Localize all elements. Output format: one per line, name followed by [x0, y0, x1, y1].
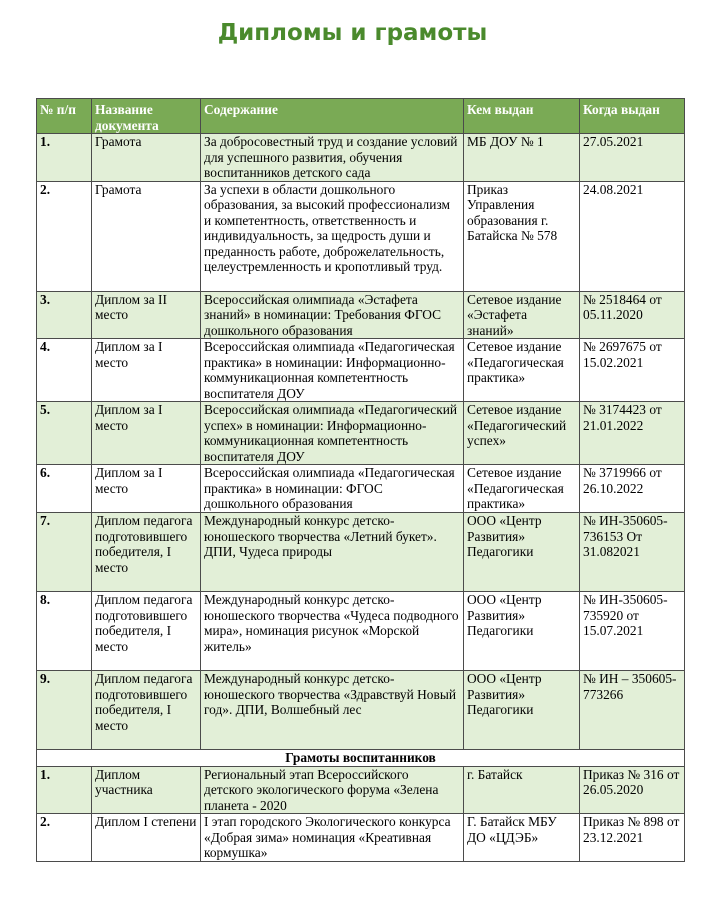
header-issuer: Кем выдан: [464, 99, 580, 134]
row-document-name: Диплом за I место: [92, 465, 201, 513]
row-number: 1.: [37, 766, 92, 814]
row-issuer: МБ ДОУ № 1: [464, 134, 580, 182]
row-document-name: Диплом I степени: [92, 814, 201, 862]
row-document-name: Диплом за I место: [92, 339, 201, 402]
page-title: Дипломы и грамоты: [217, 20, 488, 46]
row-number: 6.: [37, 465, 92, 513]
table-row: [37, 592, 685, 671]
row-document-name: Диплом педагога подготовившего победителя, I место: [92, 671, 201, 750]
row-content: Региональный этап Всероссийского детского экологического форума «Зелена планета - 2020: [201, 766, 464, 814]
row-content: Международный конкурс детско-юношеского творчества «Здравствуй Новый год». ДПИ, Волшебный лес: [201, 671, 464, 750]
header-date: Когда выдан: [580, 99, 685, 134]
row-date: № 2697675 от 15.02.2021: [580, 339, 685, 402]
row-number: 7.: [37, 513, 92, 592]
table-row: [37, 181, 685, 291]
row-document-name: Грамота: [92, 181, 201, 291]
table-row: [37, 134, 685, 182]
row-date: Приказ № 316 от 26.05.2020: [580, 766, 685, 814]
table-row: [37, 402, 685, 465]
table-row: [37, 465, 685, 513]
row-date: Приказ № 898 от 23.12.2021: [580, 814, 685, 862]
row-number: 8.: [37, 592, 92, 671]
header-document-name: Название документа: [92, 99, 201, 134]
row-document-name: Диплом педагога подготовившего победителя, I место: [92, 592, 201, 671]
row-number: 1.: [37, 134, 92, 182]
row-date: № ИН – 350605-773266: [580, 671, 685, 750]
row-issuer: Приказ Управления образования г. Батайска № 578: [464, 181, 580, 291]
row-document-name: Диплом за I место: [92, 402, 201, 465]
row-issuer: ООО «Центр Развития» Педагогики: [464, 671, 580, 750]
row-issuer: Г. Батайск МБУ ДО «ЦДЭБ»: [464, 814, 580, 862]
row-content: I этап городского Экологического конкурса «Добрая зима» номинация «Креативная кормушка»: [201, 814, 464, 862]
row-number: 2.: [37, 814, 92, 862]
row-date: № ИН-350605-736153 От 31.082021: [580, 513, 685, 592]
row-issuer: Сетевое издание «Педагогическая практика»: [464, 339, 580, 402]
row-date: № 3174423 от 21.01.2022: [580, 402, 685, 465]
row-issuer: ООО «Центр Развития» Педагогики: [464, 513, 580, 592]
section-row: [37, 750, 685, 767]
row-number: 4.: [37, 339, 92, 402]
row-document-name: Диплом за II место: [92, 291, 201, 339]
row-issuer: ООО «Центр Развития» Педагогики: [464, 592, 580, 671]
row-issuer: Сетевое издание «Эстафета знаний»: [464, 291, 580, 339]
row-date: 27.05.2021: [580, 134, 685, 182]
row-content: Всероссийская олимпиада «Педагогическая практика» в номинации: Информационно-коммуникационная компетентность воспитателя ДОУ: [201, 339, 464, 402]
row-number: 3.: [37, 291, 92, 339]
table-row: [37, 513, 685, 592]
table-row: [37, 671, 685, 750]
row-issuer: Сетевое издание «Педагогический успех»: [464, 402, 580, 465]
row-number: 2.: [37, 181, 92, 291]
table-row: [37, 339, 685, 402]
row-issuer: г. Батайск: [464, 766, 580, 814]
table-row: [37, 291, 685, 339]
table-header-row: [37, 99, 685, 134]
row-document-name: Диплом участника: [92, 766, 201, 814]
section-title: Грамоты воспитанников: [37, 750, 685, 767]
row-document-name: Грамота: [92, 134, 201, 182]
header-number: № п/п: [37, 99, 92, 134]
row-content: Международный конкурс детско-юношеского творчества «Летний букет». ДПИ, Чудеса природы: [201, 513, 464, 592]
row-content: Всероссийская олимпиада «Педагогическая практика» в номинации: ФГОС дошкольного образования: [201, 465, 464, 513]
row-document-name: Диплом педагога подготовившего победителя, I место: [92, 513, 201, 592]
row-date: № ИН-350605-735920 от 15.07.2021: [580, 592, 685, 671]
row-content: За успехи в области дошкольного образования, за высокий профессионализм и компетентность, ответственность и индивидуальность, за щедрость души и преданность работе, доброжелательность, целеустремленность и кропотливый труд.: [201, 181, 464, 291]
row-content: Международный конкурс детско-юношеского творчества «Чудеса подводного мира», номинация рисунок «Морской житель»: [201, 592, 464, 671]
header-content: Содержание: [201, 99, 464, 134]
row-date: № 2518464 от 05.11.2020: [580, 291, 685, 339]
row-issuer: Сетевое издание «Педагогическая практика»: [464, 465, 580, 513]
table-row: [37, 766, 685, 814]
row-number: 5.: [37, 402, 92, 465]
row-date: 24.08.2021: [580, 181, 685, 291]
table-row: [37, 814, 685, 862]
row-content: За добросовестный труд и создание условий для успешного развития, обучения воспитанников детского сада: [201, 134, 464, 182]
row-date: № 3719966 от 26.10.2022: [580, 465, 685, 513]
row-content: Всероссийская олимпиада «Педагогический успех» в номинации: Информационно-коммуникационная компетентность воспитателя ДОУ: [201, 402, 464, 465]
row-content: Всероссийская олимпиада «Эстафета знаний» в номинации: Требования ФГОС дошкольного образования: [201, 291, 464, 339]
row-number: 9.: [37, 671, 92, 750]
diplomas-table: [36, 98, 685, 862]
